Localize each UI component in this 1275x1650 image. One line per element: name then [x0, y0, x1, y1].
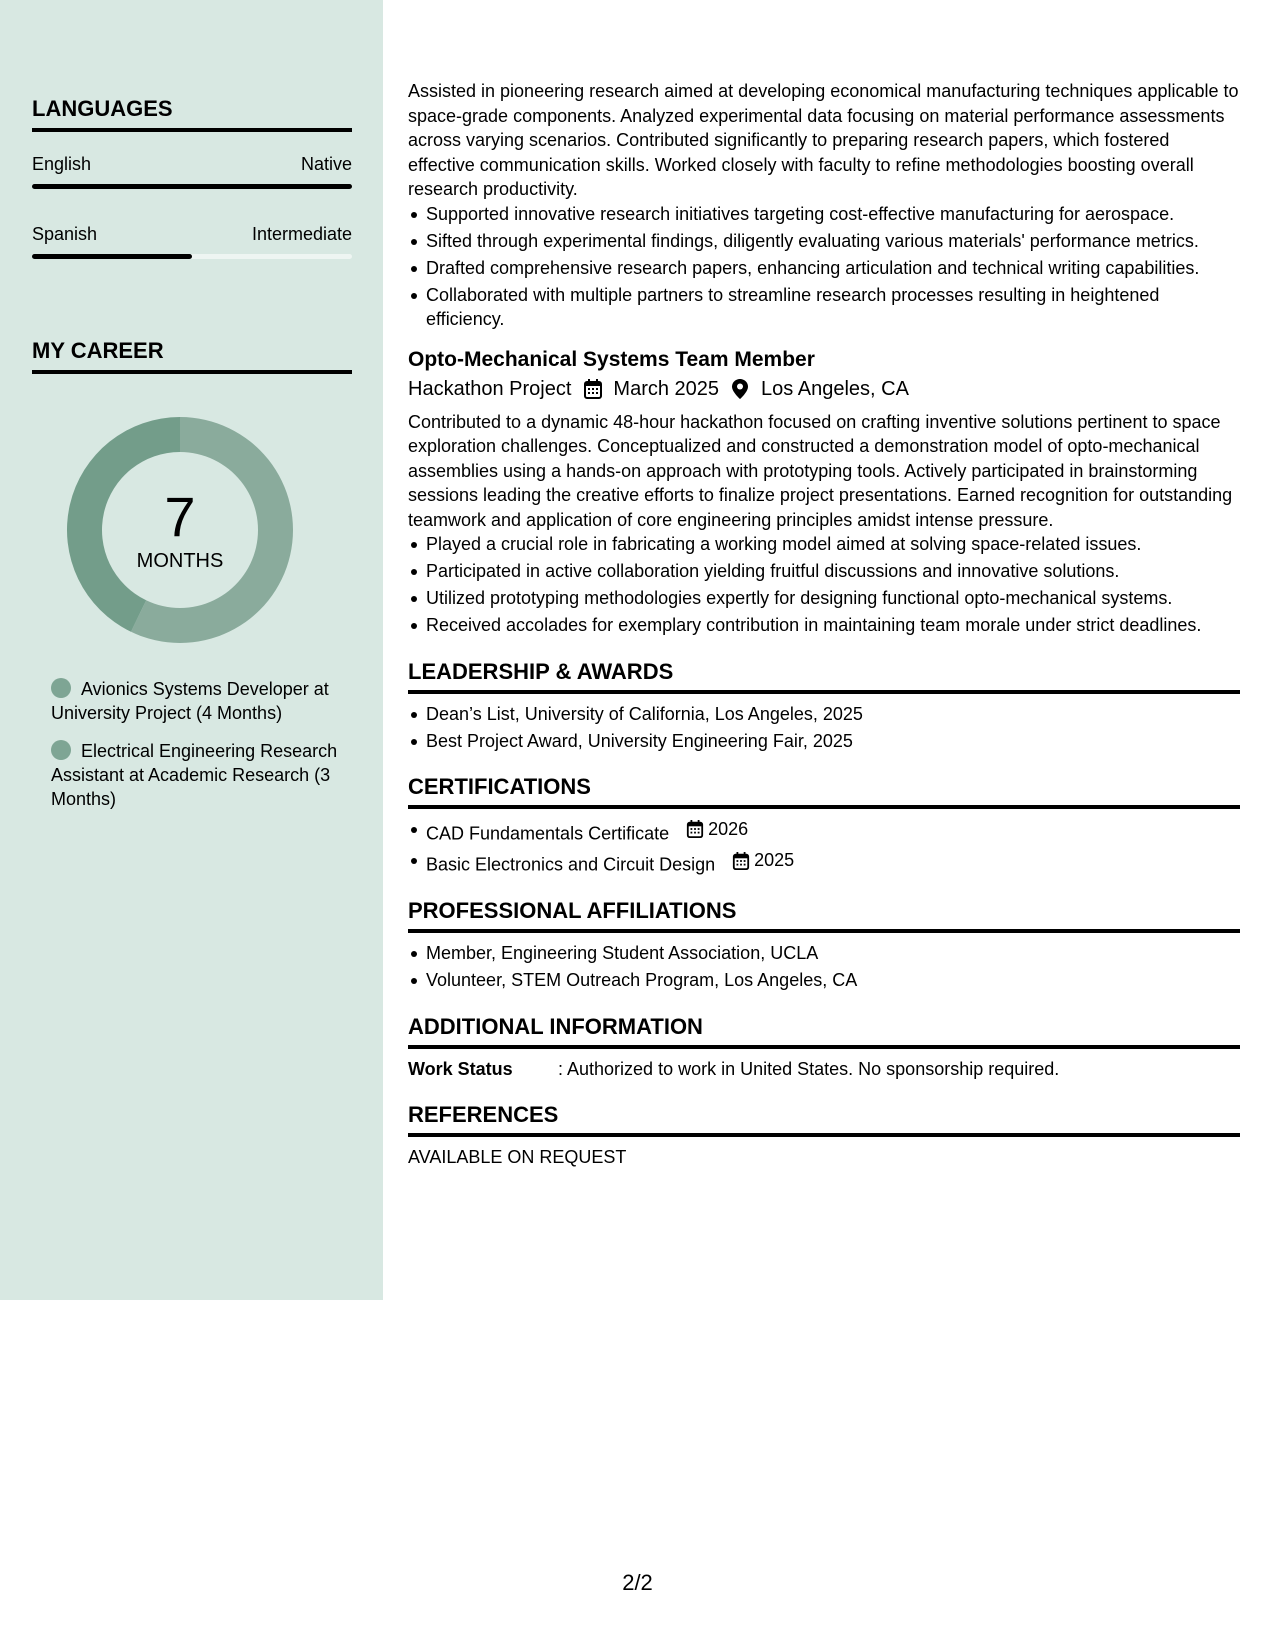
career-legend-item — [51, 677, 341, 725]
career-legend-label: Avionics Systems Developer at University Project (4 Months) — [51, 679, 329, 723]
languages-heading: LANGUAGES — [32, 96, 352, 132]
list-item: Best Project Award, University Engineering Fair, 2025 — [426, 729, 1240, 754]
leadership-heading: LEADERSHIP & AWARDS — [408, 658, 1240, 694]
list-item: Played a crucial role in fabricating a working model aimed at solving space-related issues. — [426, 532, 1240, 557]
list-item: Collaborated with multiple partners to streamline research processes resulting in heightened efficiency. — [426, 283, 1240, 332]
leadership-list — [426, 702, 1240, 754]
role-organization: Hackathon Project — [408, 377, 572, 400]
list-item: Volunteer, STEM Outreach Program, Los Angeles, CA — [426, 968, 1240, 993]
language-name: Spanish — [32, 224, 98, 244]
legend-dot — [51, 678, 71, 698]
certification-name: Basic Electronics and Circuit Design — [426, 854, 716, 875]
language-bar-fill — [32, 254, 192, 259]
career-legend-label: Electrical Engineering Research Assistant at Academic Research (3 Months) — [51, 741, 338, 809]
list-item: Supported innovative research initiatives targeting cost-effective manufacturing for aerospace. — [426, 202, 1240, 227]
affiliations-list — [426, 941, 1240, 993]
languages-section — [32, 96, 352, 132]
list-item: Member, Engineering Student Association, UCLA — [426, 941, 1240, 966]
list-item — [426, 817, 1240, 846]
additional-info-heading: ADDITIONAL INFORMATION — [408, 1013, 1240, 1049]
career-heading: MY CAREER — [32, 338, 352, 374]
page-number: 2/2 — [622, 1570, 653, 1595]
experience-description: Assisted in pioneering research aimed at developing economical manufacturing techniques applicable to space-grade components. Analyzed experimental data focusing on material performance assessments across varying scenarios. Contributed significantly to preparing research papers, which fostered effective communication skills. Worked closely with faculty to refine methodologies boosting overall research productivity. — [408, 81, 1239, 199]
experience-bullets — [426, 202, 1240, 332]
references-text: AVAILABLE ON REQUEST — [408, 1147, 627, 1167]
career-section — [32, 338, 352, 374]
language-bar — [32, 254, 352, 259]
legend-dot — [51, 740, 71, 760]
career-legend-item — [51, 739, 341, 811]
certifications-heading: CERTIFICATIONS — [408, 773, 1240, 809]
sidebar — [0, 0, 383, 1300]
language-name: English — [32, 154, 92, 174]
list-item — [426, 848, 1240, 877]
list-item: Received accolades for exemplary contribution in maintaining team morale under strict deadlines. — [426, 613, 1240, 638]
calendar-icon — [583, 378, 605, 400]
list-item: Dean’s List, University of California, Los Angeles, 2025 — [426, 702, 1240, 727]
role-date: March 2025 — [613, 377, 720, 400]
language-bar-fill — [32, 184, 352, 189]
work-status-row — [408, 1057, 1240, 1082]
certifications-list — [426, 817, 1240, 877]
language-bar — [32, 184, 352, 189]
certification-year: 2026 — [708, 819, 749, 839]
work-status-value: : Authorized to work in United States. No sponsorship required. — [558, 1058, 1060, 1079]
affiliations-heading: PROFESSIONAL AFFILIATIONS — [408, 897, 1240, 933]
language-level: Native — [300, 154, 352, 174]
references-heading: REFERENCES — [408, 1101, 1240, 1137]
work-status-label: Work Status — [408, 1058, 513, 1079]
role-bullets — [426, 532, 1240, 638]
career-total: 7 — [164, 485, 196, 548]
role-description: Contributed to a dynamic 48-hour hackathon focused on crafting inventive solutions pertinent to space exploration challenges. Conceptualized and constructed a demonstration model of opto-mechanical assemblies using a hands-on approach with prototyping tools. Actively participated in brainstorming sessions leading the creative efforts to finalize project presentations. Earned recognition for outstanding teamwork and application of core engineering principles amidst intense pressure. — [408, 411, 1233, 530]
calendar-icon — [686, 819, 706, 839]
career-unit: MONTHS — [136, 550, 224, 572]
map-pin-icon — [731, 378, 753, 400]
list-item: Sifted through experimental findings, diligently evaluating various materials' performance metrics. — [426, 229, 1240, 254]
role-meta — [408, 374, 1240, 404]
role-location: Los Angeles, CA — [761, 377, 909, 400]
certification-year: 2025 — [754, 850, 795, 871]
main-content — [408, 79, 1240, 1170]
list-item: Participated in active collaboration yielding fruitful discussions and innovative solutions. — [426, 559, 1240, 584]
role-title: Opto-Mechanical Systems Team Member — [408, 347, 815, 371]
list-item: Drafted comprehensive research papers, enhancing articulation and technical writing capabilities. — [426, 256, 1240, 281]
calendar-icon — [732, 851, 752, 871]
certification-name: CAD Fundamentals Certificate — [426, 823, 670, 844]
language-level: Intermediate — [251, 224, 352, 244]
list-item: Utilized prototyping methodologies expertly for designing functional opto-mechanical systems. — [426, 586, 1240, 611]
